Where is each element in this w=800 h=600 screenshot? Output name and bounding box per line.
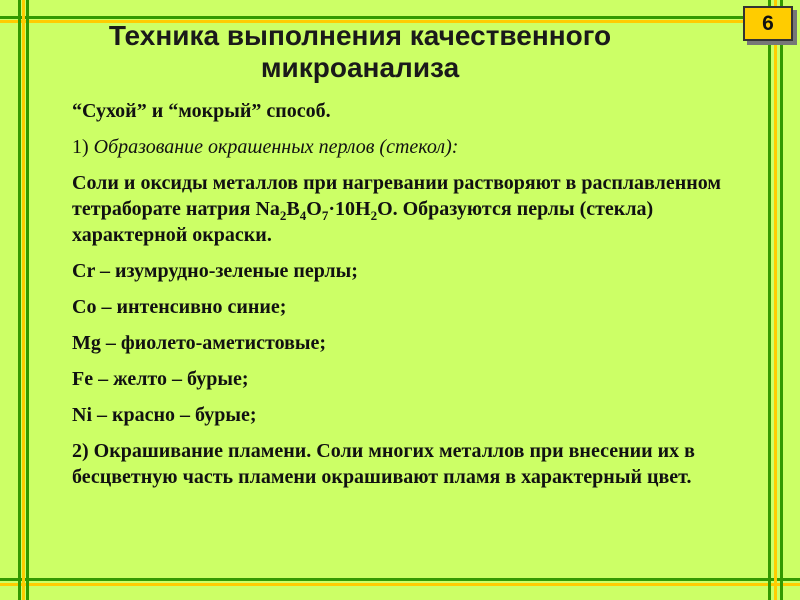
slide-title — [60, 20, 660, 84]
item-1-text: Образование окрашенных перлов (стекол): — [93, 136, 459, 158]
frame-left-line-yellow — [22, 0, 25, 600]
para-part-a: Соли и оксиды металлов при нагревании растворяют в расплавленном тетраборате натрия Na — [72, 172, 721, 220]
para-part-c: O — [306, 198, 322, 220]
intro-text: “Сухой” и “мокрый” способ. — [72, 100, 331, 122]
frame-right-line-yellow — [774, 0, 777, 600]
frame-left-line-green-2 — [26, 0, 29, 600]
line-cr: Cr – изумрудно-зеленые перлы; — [72, 260, 358, 282]
title-line-1: Техника выполнения качественного — [108, 20, 612, 51]
item-2-paragraph: 2) Окрашивание пламени. Соли многих металлов при внесении их в бесцветную часть пламени окрашивают пламя в характерный цвет. — [72, 440, 695, 488]
title-line-2: микроанализа — [260, 52, 460, 83]
frame-right-line-green — [768, 0, 771, 600]
sub-4: 4 — [299, 208, 307, 223]
para-part-b: B — [286, 198, 300, 220]
para-part-e: O. Образуются перлы (стекла) характерной окраски. — [72, 198, 654, 246]
line-ni: Ni – красно – бурые; — [72, 404, 257, 426]
line-fe: Fe – желто – бурые; — [72, 368, 249, 390]
intro-line — [72, 98, 762, 124]
frame-top-line-green — [0, 16, 782, 19]
item-1-heading — [72, 134, 762, 160]
sub-2a: 2 — [279, 208, 287, 223]
item-1-number: 1) — [72, 136, 89, 158]
slide-number-badge: 6 — [743, 6, 793, 41]
frame-left-line-green — [18, 0, 21, 600]
sub-2b: 2 — [370, 208, 378, 223]
para-part-d: ·10H — [328, 198, 371, 220]
slide-body — [72, 98, 762, 500]
line-co: Co – интенсивно синие; — [72, 296, 287, 318]
frame-bottom-line-yellow — [0, 583, 800, 586]
sub-7: 7 — [321, 208, 329, 223]
line-mg: Mg – фиолето-аметистовые; — [72, 332, 327, 354]
frame-right-line-green-2 — [780, 0, 783, 600]
frame-bottom-line-green — [0, 578, 800, 581]
pearl-paragraph — [72, 170, 762, 248]
